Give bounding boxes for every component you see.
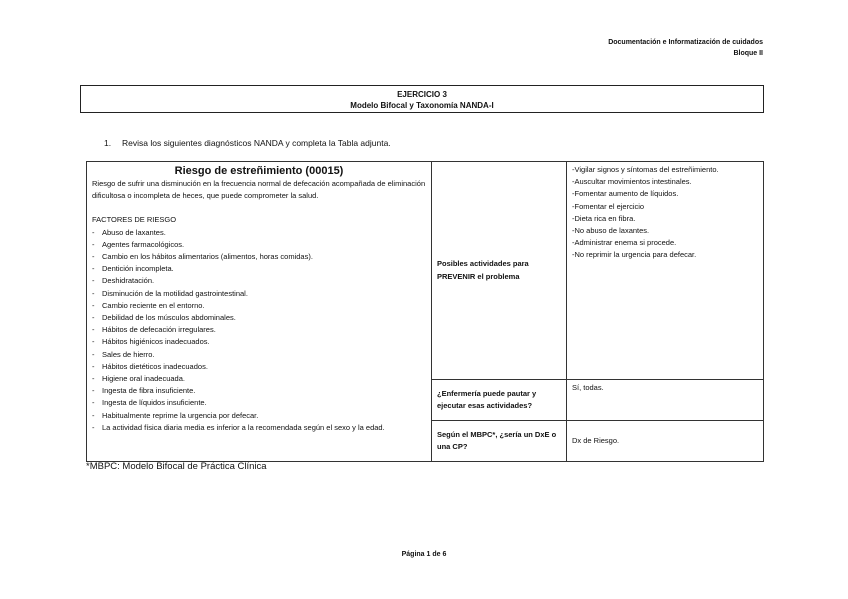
list-item: - Hábitos de defecación irregulares. xyxy=(92,324,426,336)
nursing-answer: Sí, todas. xyxy=(567,380,764,421)
instruction-number: 1. xyxy=(104,138,112,148)
instruction xyxy=(104,138,391,148)
list-item: -No reprimir la urgencia para defecar. xyxy=(572,250,697,260)
list-item: -Administrar enema si procede. xyxy=(572,238,677,248)
table-row xyxy=(87,162,764,380)
diagnosis-title: Riesgo de estreñimiento (00015) xyxy=(174,165,344,177)
diagnosis-definition: Riesgo de sufrir una disminución en la frecuencia normal de defecación acompañada de eliminación dificultosa o incompleta de heces, que puede comprometer la salud. xyxy=(92,179,426,201)
list-item: - Abuso de laxantes. xyxy=(92,227,426,239)
list-item: -Auscultar movimientos intestinales. xyxy=(572,177,692,187)
list-item: - Sales de hierro. xyxy=(92,349,426,361)
list-item: - Dentición incompleta. xyxy=(92,263,426,275)
header-course: Documentación e Informatización de cuidados xyxy=(608,39,763,46)
mbpc-answer: Dx de Riesgo. xyxy=(567,421,764,462)
list-item: - Agentes farmacológicos. xyxy=(92,239,426,251)
list-item: -Fomentar el ejercicio xyxy=(572,201,645,211)
list-item: -Dieta rica en fibra. xyxy=(572,213,636,223)
list-item: - Cambio en los hábitos alimentarios (alimentos, horas comidas). xyxy=(92,251,426,263)
list-item: - Hábitos higiénicos inadecuados. xyxy=(92,336,426,348)
list-item: - Cambio reciente en el entorno. xyxy=(92,300,426,312)
list-item: -No abuso de laxantes. xyxy=(572,226,650,236)
list-item: - Disminución de la motilidad gastrointestinal. xyxy=(92,288,426,300)
prevent-answer xyxy=(567,162,764,380)
risk-factors-title: FACTORES DE RIESGO xyxy=(92,215,177,225)
instruction-text: Revisa los siguientes diagnósticos NANDA y completa la Tabla adjunta. xyxy=(122,138,391,148)
document-header xyxy=(608,37,763,59)
header-block: Bloque II xyxy=(733,50,763,57)
exercise-title-box xyxy=(80,85,764,113)
prevent-question: Posibles actividades para PREVENIR el problema xyxy=(432,162,567,380)
list-item: - Habitualmente reprime la urgencia por defecar. xyxy=(92,410,426,422)
diagnosis-table xyxy=(86,161,764,462)
footnote: *MBPC: Modelo Bifocal de Práctica Clínica xyxy=(86,461,267,472)
list-item: - Ingesta de fibra insuficiente. xyxy=(92,385,426,397)
mbpc-question: Según el MBPC*, ¿sería un DxE o una CP? xyxy=(432,421,567,462)
exercise-title: EJERCICIO 3 xyxy=(397,90,447,99)
nursing-question: ¿Enfermería puede pautar y ejecutar esas actividades? xyxy=(432,380,567,421)
list-item: - La actividad física diaria media es inferior a la recomendada según el sexo y la edad. xyxy=(92,422,426,434)
diagnosis-cell xyxy=(87,162,432,462)
list-item: -Fomentar aumento de líquidos. xyxy=(572,189,679,199)
list-item: -Vigilar signos y síntomas del estreñimiento. xyxy=(572,165,719,174)
list-item: - Ingesta de líquidos insuficiente. xyxy=(92,397,426,409)
list-item: - Higiene oral inadecuada. xyxy=(92,373,426,385)
list-item: - Hábitos dietéticos inadecuados. xyxy=(92,361,426,373)
list-item: - Debilidad de los músculos abdominales. xyxy=(92,312,426,324)
page-number: Página 1 de 6 xyxy=(401,551,447,558)
exercise-subtitle: Modelo Bifocal y Taxonomía NANDA-I xyxy=(350,101,494,110)
list-item: - Deshidratación. xyxy=(92,275,426,287)
risk-factors-list xyxy=(92,227,426,434)
